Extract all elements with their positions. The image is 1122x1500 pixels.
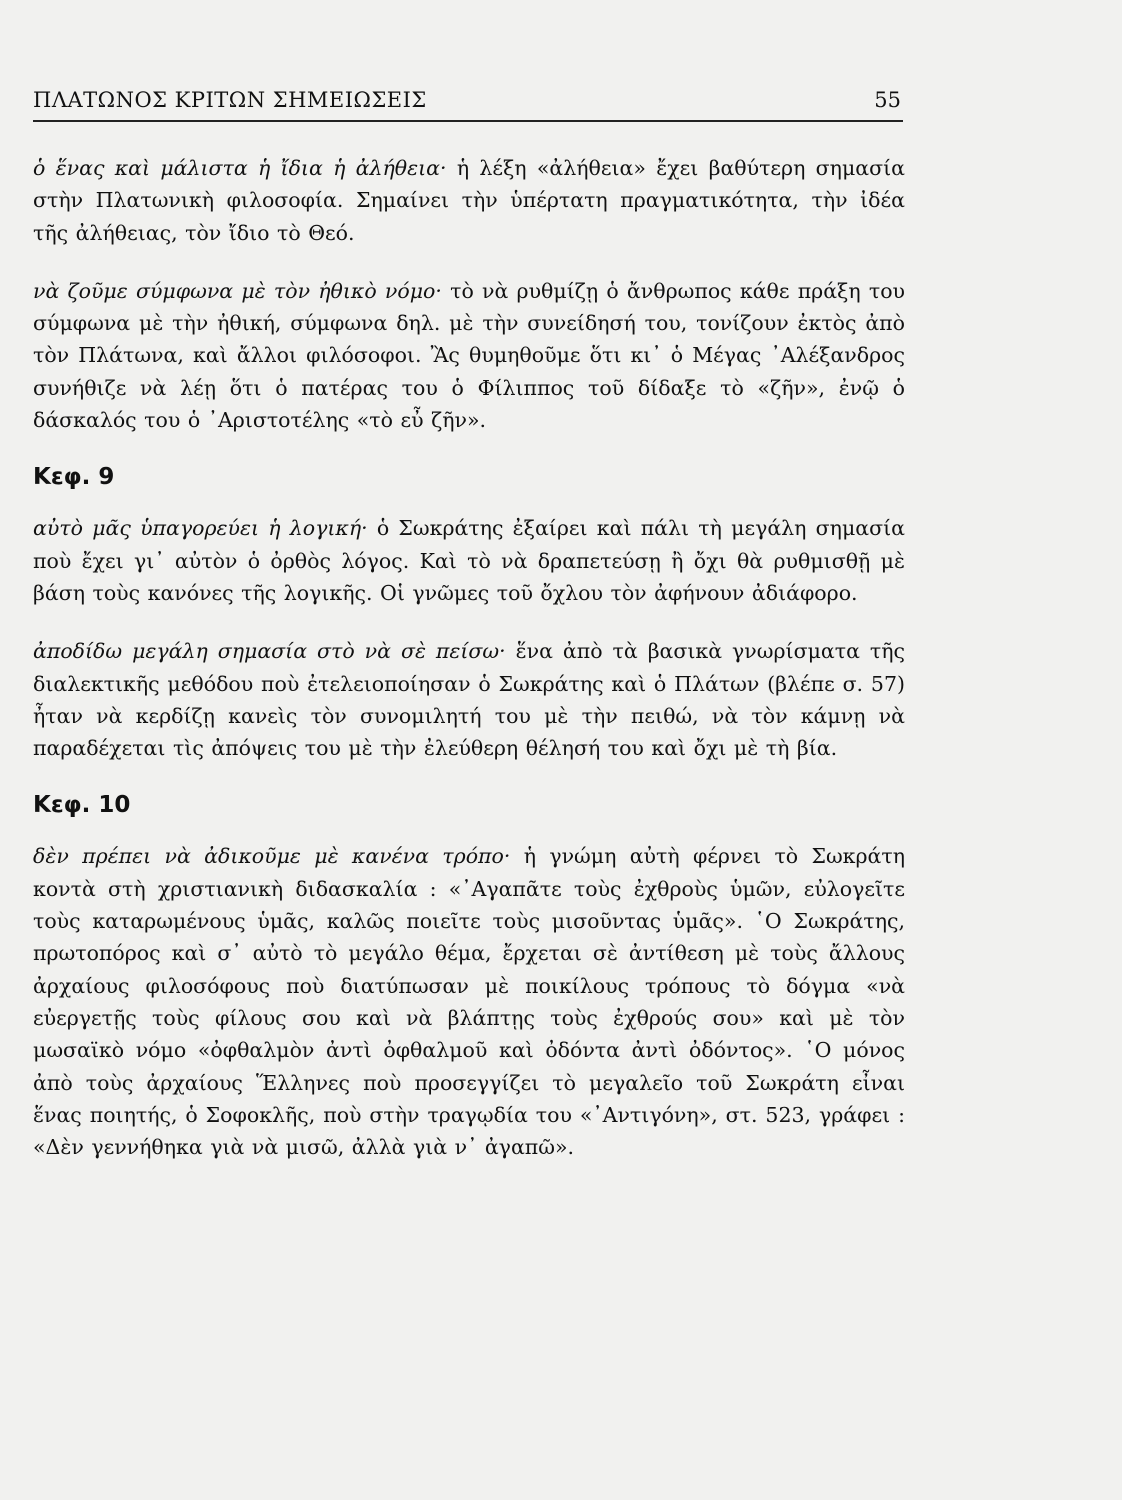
running-title: ΠΛΑΤΩΝΟΣ ΚΡΙΤΩΝ ΣΗΜΕΙΩΣΕΙΣ (33, 88, 427, 112)
chapter-heading-9: Κεφ. 9 (33, 464, 115, 491)
note-text: ἡ λέξη «ἀλήθεια» ἔχει βαθύτερη σημασία στὴν Πλατωνικὴ φιλοσοφία. Σημαίνει τὴν ὑπέρτατη πραγματικότητα, τὴν ἰδέα τῆς ἀλήθειας, τὸν ἴδιο τὸ Θεό. (33, 156, 905, 245)
page-header (33, 84, 903, 122)
note-paragraph (33, 635, 905, 764)
note-text: τὸ νὰ ρυθμίζῃ ὁ ἄνθρωπος κάθε πράξη του σύμφωνα μὲ τὴν ἠθική, σύμφωνα δηλ. μὲ τὴν συνείδησή του, τονίζουν ἐκτὸς ἀπὸ τὸν Πλάτωνα, καὶ ἄλλοι φιλόσοφοι. Ἂς θυμηθοῦμε ὅτι κι᾽ ὁ Μέγας ᾿Αλέξανδρος συνήθιζε νὰ λέῃ ὅτι ὁ πατέρας του ὁ Φίλιππος τοῦ δίδαξε τὸ «ζῆν», ἐνῷ ὁ δάσκαλός του ὁ ᾿Αριστοτέλης «τὸ εὖ ζῆν». (33, 278, 905, 433)
note-paragraph (33, 275, 905, 436)
page-content (33, 152, 905, 1189)
note-lemma: ἀποδίδω μεγάλη σημασία στὸ νὰ σὲ πείσω· (33, 639, 506, 664)
note-text: ὁ Σωκράτης ἐξαίρει καὶ πάλι τὴ μεγάλη σημασία ποὺ ἔχει γι᾽ αὐτὸν ὁ ὀρθὸς λόγος. Καὶ τὸ νὰ δραπετεύσῃ ἢ ὄχι θὰ ρυθμισθῇ μὲ βάση τοὺς κανόνες τῆς λογικῆς. Οἱ γνῶμες τοῦ ὄχλου τὸν ἀφήνουν ἀδιάφορο. (33, 516, 905, 605)
chapter-heading-10: Κεφ. 10 (33, 792, 131, 819)
note-paragraph (33, 512, 905, 609)
note-paragraph (33, 840, 905, 1163)
note-lemma: δὲν πρέπει νὰ ἀδικοῦμε μὲ κανένα τρόπο· (33, 844, 511, 869)
note-text: ἕνα ἀπὸ τὰ βασικὰ γνωρίσματα τῆς διαλεκτικῆς μεθόδου ποὺ ἐτελειοποίησαν ὁ Σωκράτης καὶ ὁ Πλάτων (βλέπε σ. 57) ἦταν νὰ κερδίζῃ κανεὶς τὸν συνομιλητή του μὲ τὴν πειθώ, νὰ τὸν κάμνῃ νὰ παραδέχεται τὶς ἀπόψεις του μὲ τὴν ἐλεύθερη θέλησή του καὶ ὄχι μὲ τὴ βία. (33, 639, 905, 761)
page-number: 55 (874, 88, 901, 112)
note-text: ἡ γνώμη αὐτὴ φέρνει τὸ Σωκράτη κοντὰ στὴ χριστιανικὴ διδασκαλία : «᾿Αγαπᾶτε τοὺς ἐχθροὺς ὑμῶν, εὐλογεῖτε τοὺς καταρωμένους ὑμᾶς, καλῶς ποιεῖτε τοὺς μισοῦντας ὑμᾶς». ῾Ο Σωκράτης, πρωτοπόρος καὶ σ᾽ αὐτὸ τὸ μεγάλο θέμα, ἔρχεται σὲ ἀντίθεση μὲ τοὺς ἄλλους ἀρχαίους φιλοσόφους ποὺ διατύπωσαν μὲ ποικίλους τρόπους τὸ δόγμα «νὰ εὐεργετῇς τοὺς φίλους σου καὶ νὰ βλάπτῃς τοὺς ἐχθρούς σου» καὶ μὲ τὸν μωσαϊκὸ νόμο «ὀφθαλμὸν ἀντὶ ὀφθαλμοῦ καὶ ὀδόντα ἀντὶ ὀδόντος». ῾Ο μόνος ἀπὸ τοὺς ἀρχαίους Ἕλληνες ποὺ προσεγγίζει τὸ μεγαλεῖο τοῦ Σωκράτη εἶναι ἕνας ποιητής, ὁ Σοφοκλῆς, ποὺ στὴν τραγῳδία του «᾿Αντιγόνη», στ. 523, γράφει : «Δὲν γεννήθηκα γιὰ νὰ μισῶ, ἀλλὰ γιὰ ν᾽ ἀγαπῶ». (33, 844, 905, 1160)
note-lemma: αὐτὸ μᾶς ὑπαγορεύει ἡ λογική· (33, 516, 368, 541)
note-paragraph (33, 152, 905, 249)
note-lemma: ὁ ἕνας καὶ μάλιστα ἡ ἴδια ἡ ἀλήθεια· (33, 156, 447, 180)
note-lemma: νὰ ζοῦμε σύμφωνα μὲ τὸν ἠθικὸ νόμο· (33, 278, 442, 303)
